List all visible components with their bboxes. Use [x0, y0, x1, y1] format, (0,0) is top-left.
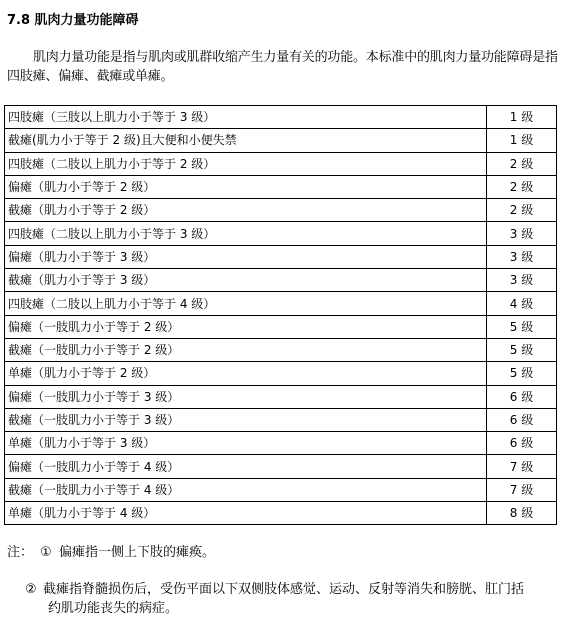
- table-row: [5, 245, 557, 268]
- condition-cell: 四肢瘫（三肢以上肌力小于等于 3 级）: [5, 106, 487, 129]
- condition-cell: 截瘫（肌力小于等于 2 级）: [5, 199, 487, 222]
- note-2-text-line1: 截瘫指脊髓损伤后，受伤平面以下双侧肢体感觉、运动、反射等消失和膀胱、肛门括: [43, 582, 525, 597]
- table-row: [5, 199, 557, 222]
- level-cell: 4 级: [487, 292, 557, 315]
- level-cell: 1 级: [487, 106, 557, 129]
- note-2: [25, 580, 559, 618]
- table-row: [5, 408, 557, 431]
- table-row: [5, 362, 557, 385]
- condition-cell: 截瘫(肌力小于等于 2 级)且大便和小便失禁: [5, 129, 487, 152]
- note-prefix: 注：: [7, 545, 34, 560]
- condition-cell: 偏瘫（肌力小于等于 2 级）: [5, 175, 487, 198]
- table-row: [5, 269, 557, 292]
- level-cell: 5 级: [487, 315, 557, 338]
- table-row: [5, 315, 557, 338]
- section-title: 7.8 肌肉力量功能障碍: [7, 13, 139, 28]
- condition-cell: 截瘫（一肢肌力小于等于 4 级）: [5, 478, 487, 501]
- condition-cell: 单瘫（肌力小于等于 2 级）: [5, 362, 487, 385]
- level-cell: 6 级: [487, 432, 557, 455]
- grade-table-body: [5, 106, 557, 525]
- level-cell: 2 级: [487, 175, 557, 198]
- note-1-marker: ①: [40, 545, 52, 560]
- note-2-marker: ②: [25, 582, 37, 597]
- condition-cell: 偏瘫（一肢肌力小于等于 3 级）: [5, 385, 487, 408]
- condition-cell: 单瘫（肌力小于等于 4 级）: [5, 502, 487, 525]
- condition-cell: 四肢瘫（二肢以上肌力小于等于 3 级）: [5, 222, 487, 245]
- level-cell: 7 级: [487, 455, 557, 478]
- note-2-text-line2: 约肌功能丧失的病症。: [48, 601, 179, 616]
- note-1-text: 偏瘫指一侧上下肢的瘫痪。: [59, 545, 216, 560]
- condition-cell: 单瘫（肌力小于等于 3 级）: [5, 432, 487, 455]
- level-cell: 7 级: [487, 478, 557, 501]
- level-cell: 3 级: [487, 269, 557, 292]
- condition-cell: 偏瘫（一肢肌力小于等于 4 级）: [5, 455, 487, 478]
- condition-cell: 截瘫（肌力小于等于 3 级）: [5, 269, 487, 292]
- level-cell: 5 级: [487, 338, 557, 361]
- note-1: [7, 543, 215, 562]
- condition-cell: 截瘫（一肢肌力小于等于 3 级）: [5, 408, 487, 431]
- condition-cell: 四肢瘫（二肢以上肌力小于等于 4 级）: [5, 292, 487, 315]
- table-row: [5, 292, 557, 315]
- intro-paragraph: 肌肉力量功能是指与肌肉或肌群收缩产生力量有关的功能。本标准中的肌肉力量功能障碍是指四肢瘫、偏瘫、截瘫或单瘫。: [7, 50, 558, 84]
- condition-cell: 截瘫（一肢肌力小于等于 2 级）: [5, 338, 487, 361]
- table-row: [5, 385, 557, 408]
- disability-grade-table: [4, 105, 557, 525]
- level-cell: 3 级: [487, 245, 557, 268]
- condition-cell: 偏瘫（一肢肌力小于等于 2 级）: [5, 315, 487, 338]
- table-row: [5, 455, 557, 478]
- condition-cell: 四肢瘫（二肢以上肌力小于等于 2 级）: [5, 152, 487, 175]
- level-cell: 5 级: [487, 362, 557, 385]
- table-row: [5, 106, 557, 129]
- table-row: [5, 432, 557, 455]
- level-cell: 3 级: [487, 222, 557, 245]
- table-row: [5, 478, 557, 501]
- table-row: [5, 175, 557, 198]
- table-row: [5, 222, 557, 245]
- level-cell: 6 级: [487, 408, 557, 431]
- table-row: [5, 338, 557, 361]
- level-cell: 2 级: [487, 152, 557, 175]
- table-row: [5, 129, 557, 152]
- level-cell: 8 级: [487, 502, 557, 525]
- condition-cell: 偏瘫（肌力小于等于 3 级）: [5, 245, 487, 268]
- level-cell: 1 级: [487, 129, 557, 152]
- table-row: [5, 502, 557, 525]
- level-cell: 2 级: [487, 199, 557, 222]
- level-cell: 6 级: [487, 385, 557, 408]
- table-row: [5, 152, 557, 175]
